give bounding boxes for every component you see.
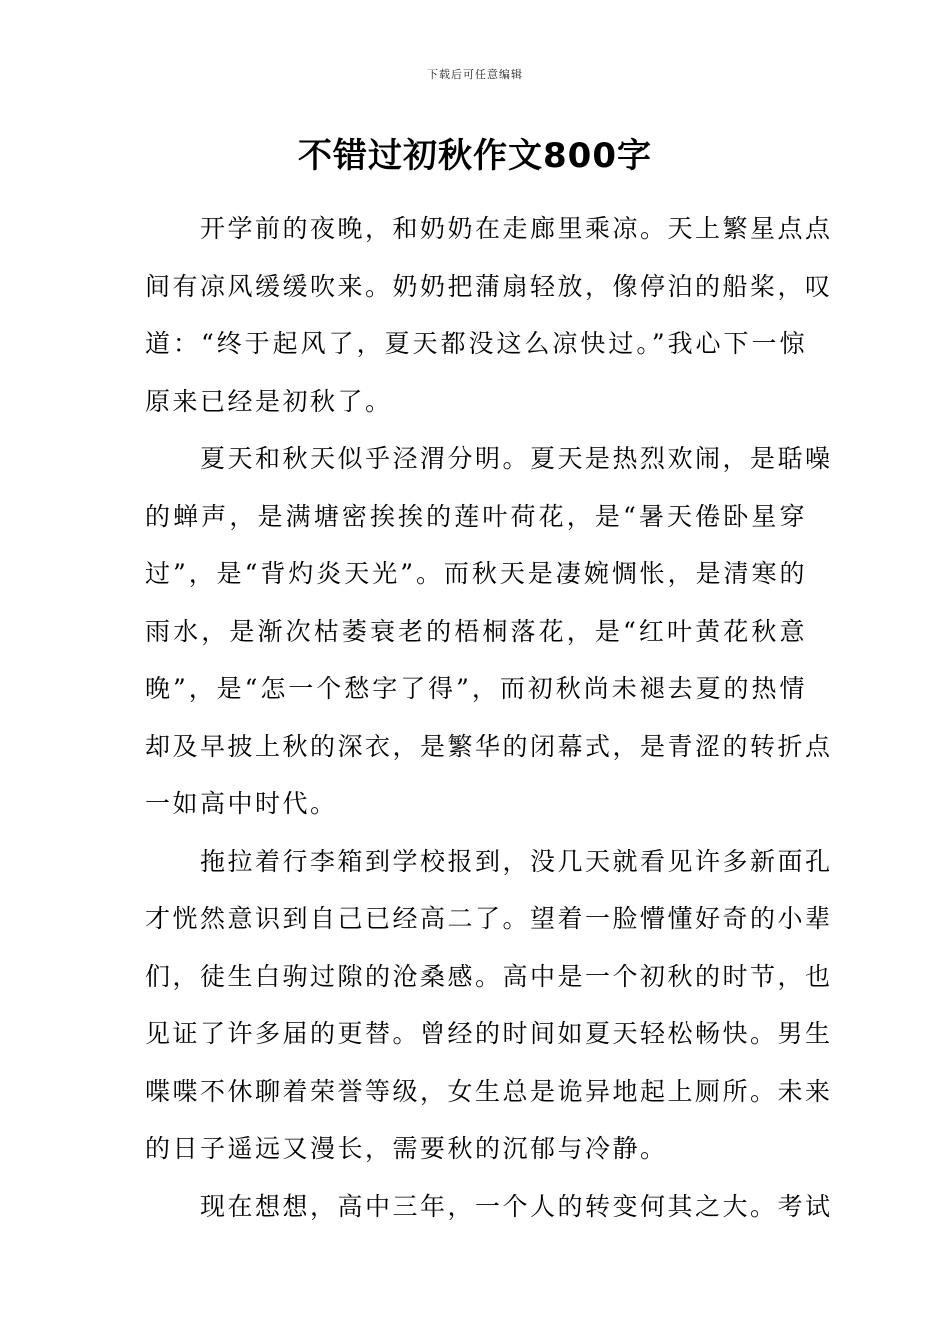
paragraph [145, 833, 833, 1178]
text-line: 原来已经是初秋了。 [145, 386, 393, 416]
text-line: 拖拉着行李箱到学校报到，没几天就看见许多新面孔 [200, 846, 833, 876]
text-line: 现在想想，高中三年，一个人的转变何其之大。考试 [200, 1191, 833, 1221]
paragraph [145, 1178, 833, 1236]
text-line: 道：“终于起风了，夏天都没这么凉快过。”我心下一惊 [145, 329, 807, 358]
header-note: 下载后可任意编辑 [427, 68, 523, 81]
text-line: 喋喋不休聊着荣誉等级，女生总是诡异地起上厕所。未来 [145, 1076, 833, 1106]
text-line: 开学前的夜晚，和奶奶在走廊里乘凉。天上繁星点点 [200, 214, 833, 243]
text-line: 的蝉声，是满塘密挨挨的莲叶荷花，是“暑天倦卧星穿 [145, 501, 807, 531]
text-line: 过”，是“背灼炎天光”。而秋天是凄婉惆怅，是清寒的 [145, 559, 807, 588]
paragraph [145, 200, 833, 430]
paragraph [145, 430, 833, 833]
text-line: 才恍然意识到自己已经高二了。望着一脸懵懂好奇的小辈 [145, 904, 833, 933]
text-line: 却及早披上秋的深衣，是繁华的闭幕式，是青涩的转折点 [145, 731, 833, 761]
text-line: 的日子遥远又漫长，需要秋的沉郁与冷静。 [145, 1134, 668, 1163]
text-line: 见证了许多届的更替。曾经的时间如夏天轻松畅快。男生 [145, 1019, 833, 1048]
text-line: 夏天和秋天似乎泾渭分明。夏天是热烈欢闹，是聒噪 [200, 444, 833, 473]
essay-body [145, 200, 833, 1235]
text-line: 晚”，是“怎一个愁字了得”，而初秋尚未褪去夏的热情 [145, 674, 807, 703]
page-title: 不错过初秋作文800字 [298, 136, 652, 176]
text-line: 一如高中时代。 [145, 789, 338, 818]
text-line: 们，徒生白驹过隙的沧桑感。高中是一个初秋的时节，也 [145, 961, 833, 991]
text-line: 间有凉风缓缓吹来。奶奶把蒲扇轻放，像停泊的船桨，叹 [145, 271, 833, 301]
text-line: 雨水，是渐次枯萎衰老的梧桐落花，是“红叶黄花秋意 [145, 616, 807, 646]
